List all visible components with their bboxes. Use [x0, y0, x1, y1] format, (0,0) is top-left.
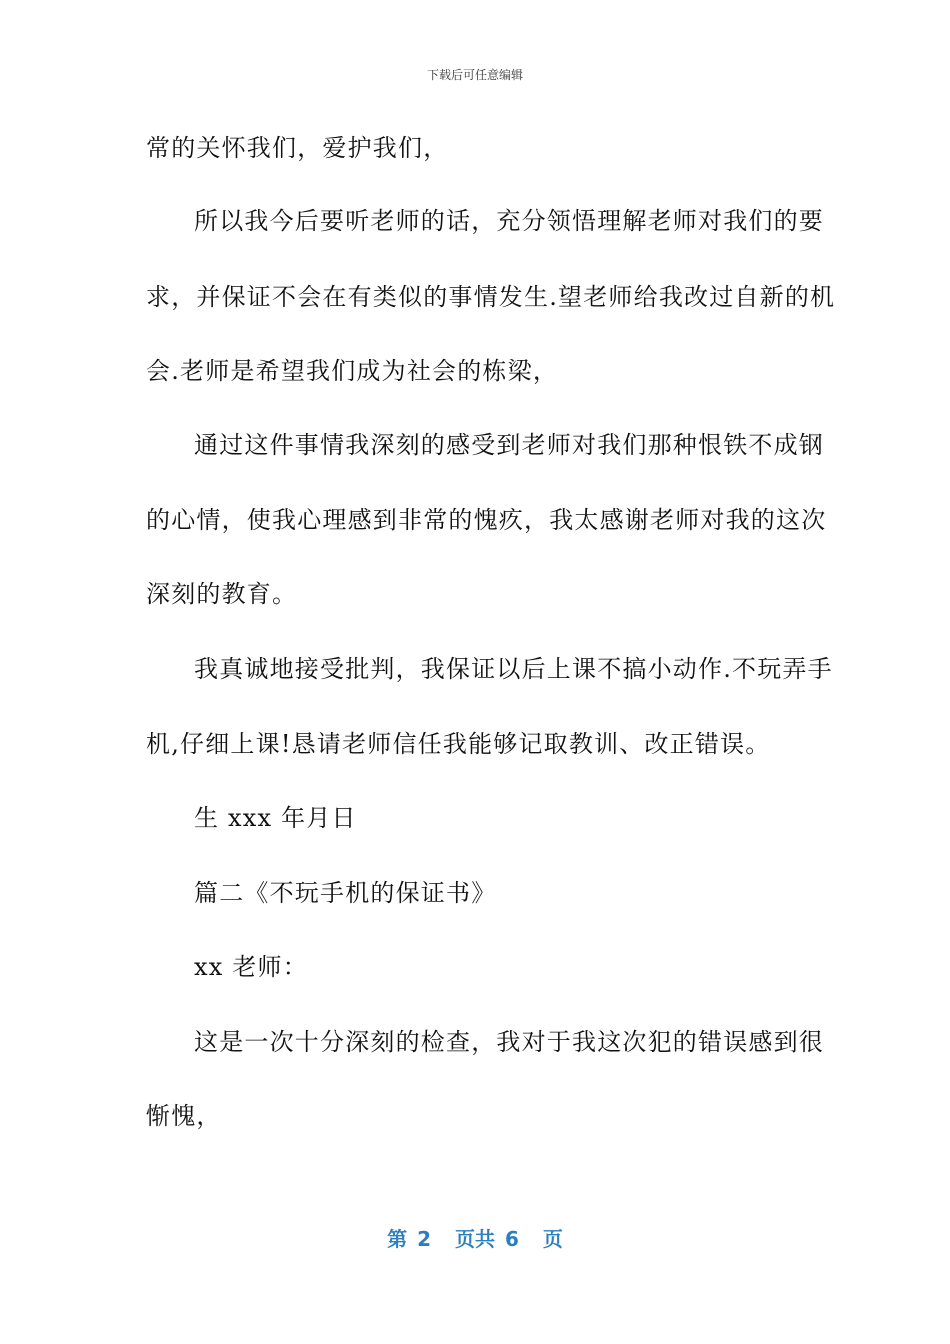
text-line: 机,仔细上课!恳请老师信任我能够记取教训、改正错误。	[146, 730, 771, 758]
text-line: 惭愧，	[146, 1102, 222, 1130]
text-line: 求，并保证不会在有类似的事情发生.望老师给我改过自新的机	[146, 283, 836, 311]
text-line: 我真诚地接受批判，我保证以后上课不搞小动作.不玩弄手	[194, 655, 833, 683]
footer-middle: 页共	[455, 1227, 495, 1251]
text-line: 会.老师是希望我们成为社会的栋梁，	[146, 357, 559, 385]
text-line: 通过这件事情我深刻的感受到老师对我们那种恨铁不成钢	[194, 431, 824, 459]
footer-suffix: 页	[542, 1227, 563, 1251]
text-line: 常的关怀我们，爱护我们，	[146, 134, 449, 162]
header-note: 下载后可任意编辑	[426, 68, 523, 82]
signature-line: 生 xxx 年月日	[194, 804, 357, 832]
text-line: 这是一次十分深刻的检查，我对于我这次犯的错误感到很	[194, 1028, 824, 1056]
total-pages-number: 6	[505, 1227, 519, 1251]
text-line: 深刻的教育。	[146, 580, 298, 608]
current-page-number: 2	[417, 1227, 431, 1251]
section-title: 篇二《不玩手机的保证书》	[194, 879, 497, 907]
footer-prefix: 第	[387, 1227, 408, 1251]
text-line: 所以我今后要听老师的话，充分领悟理解老师对我们的要	[194, 207, 824, 235]
salutation: xx 老师：	[194, 953, 308, 981]
text-line: 的心情，使我心理感到非常的愧疚，我太感谢老师对我的这次	[146, 506, 827, 534]
page-number-footer	[0, 1226, 950, 1252]
